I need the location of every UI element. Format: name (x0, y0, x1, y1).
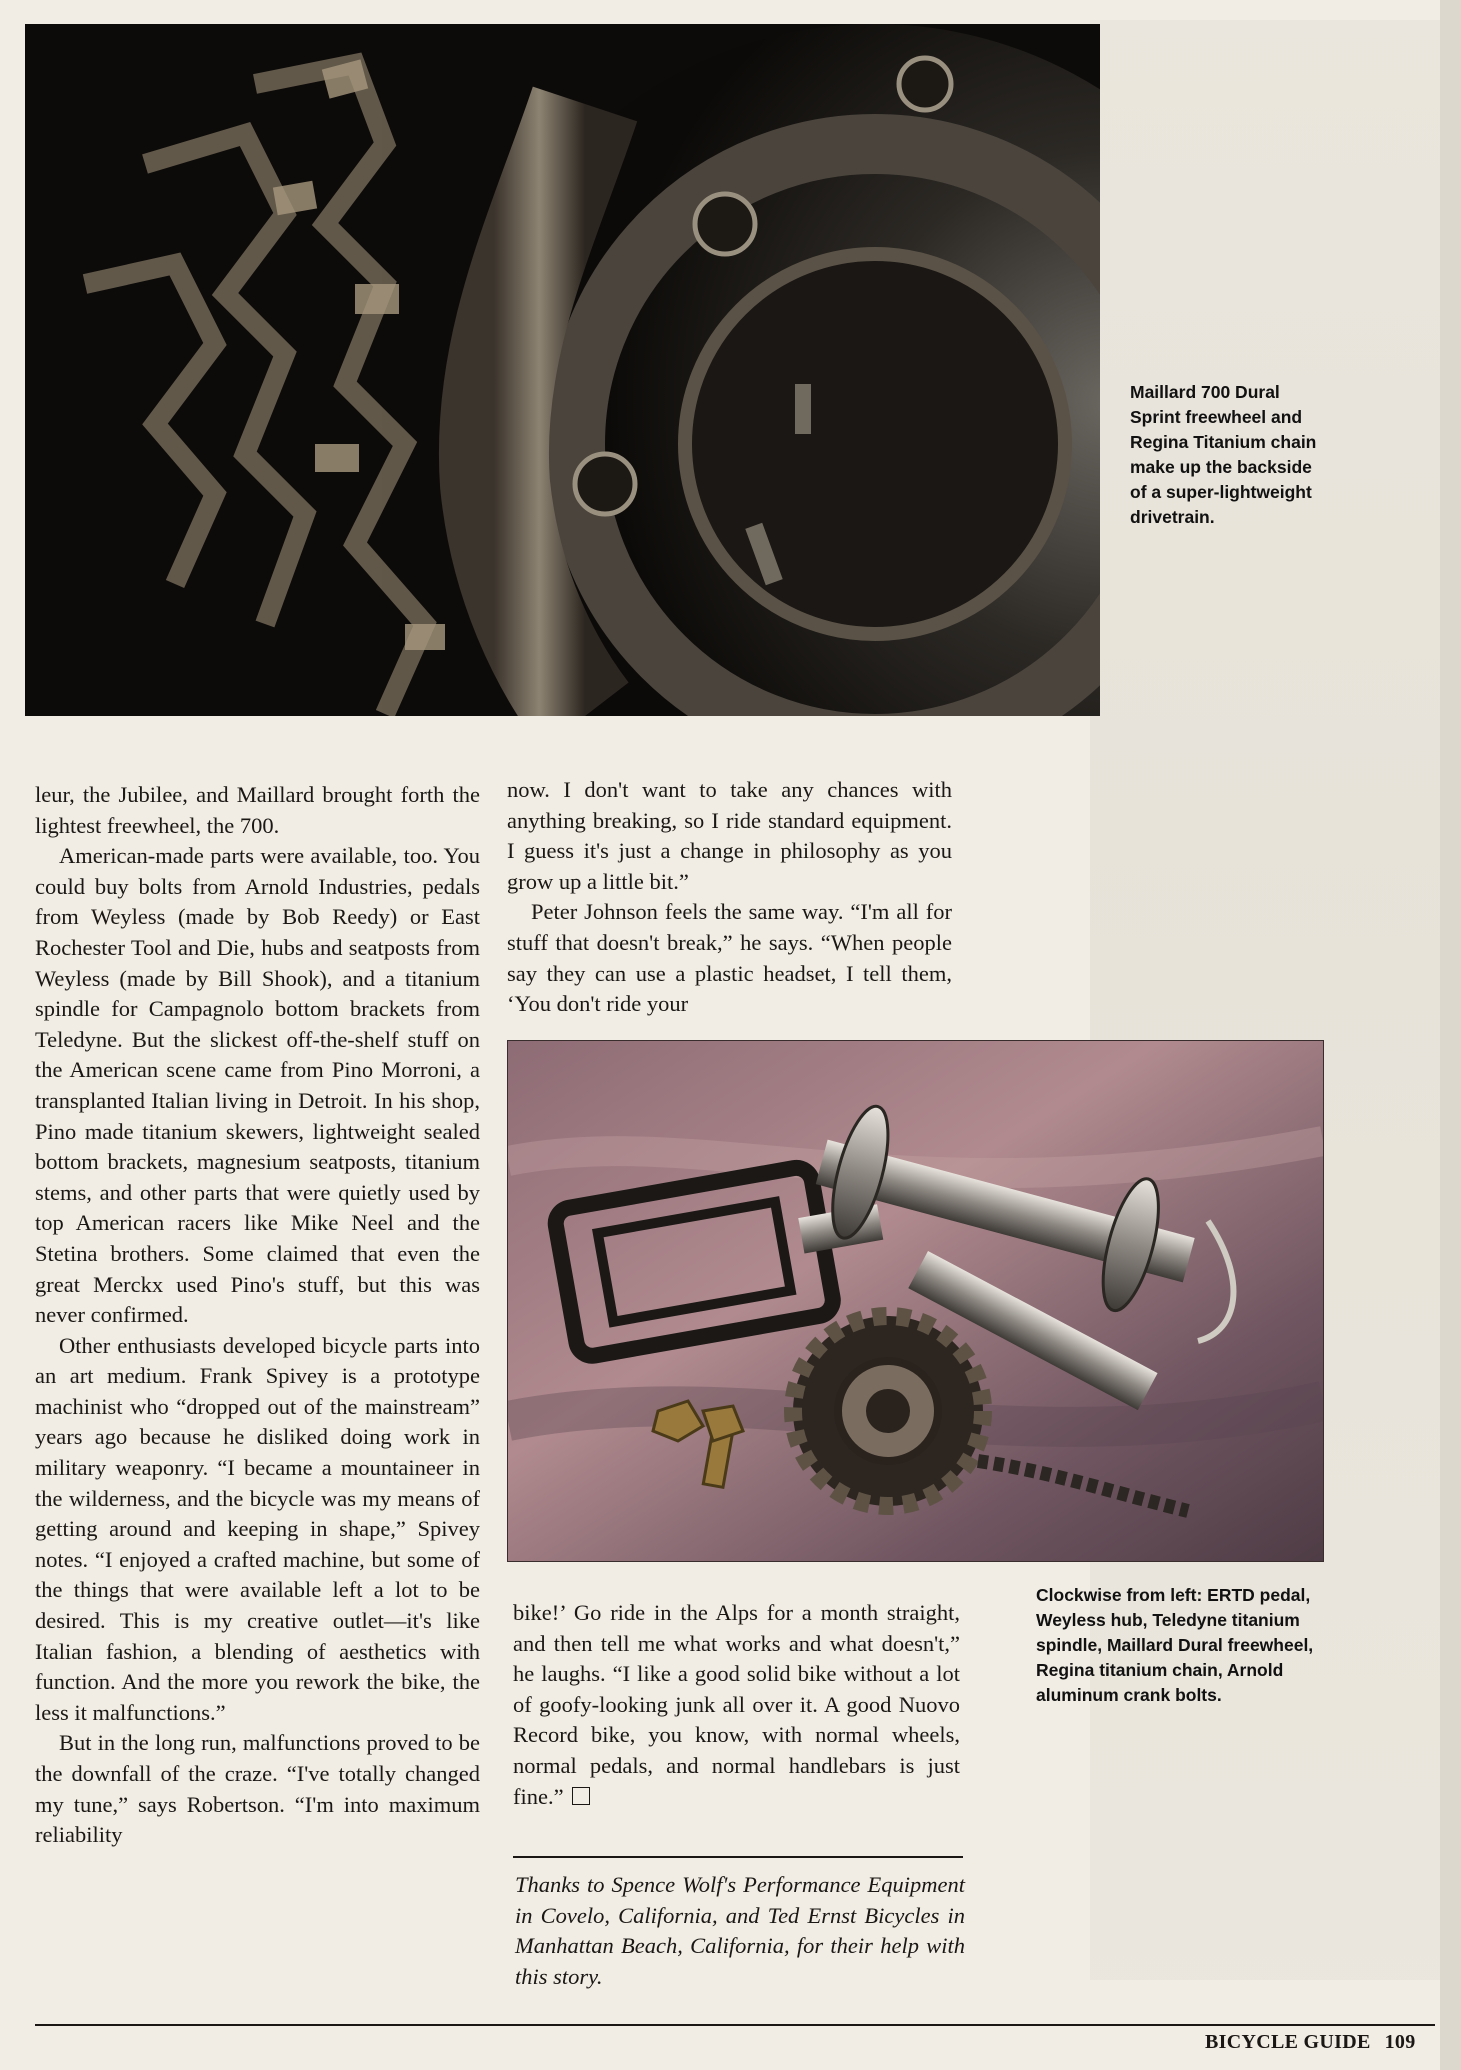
article-middle-column-top (507, 775, 952, 1020)
footer-rule (35, 2024, 1435, 2026)
paragraph-text: bike!’ Go ride in the Alps for a month straight, and then tell me what works and what doesn't,” he laughs. “I like a good solid bike without a lot of goofy-looking junk all over it. A good Nuovo Record bike, you know, with normal wheels, normal pedals, and normal handlebars is just fine.” (513, 1600, 960, 1809)
bike-parts-photo (507, 1040, 1324, 1562)
top-photo-caption: Maillard 700 Dural Sprint freewheel and Regina Titanium chain make up the backside of a super-lightweight drivetrain. (1130, 382, 1317, 527)
credits-note: Thanks to Spence Wolf's Performance Equipment in Covelo, California, and Ted Ernst Bicycles in Manhattan Beach, California, for their help with this story. (515, 1872, 965, 1989)
page-number: 109 (1384, 2031, 1416, 2053)
parts-photo-caption: Clockwise from left: ERTD pedal, Weyless hub, Teledyne titanium spindle, Maillard Dural freewheel, Regina titanium chain, Arnold aluminum crank bolts. (1036, 1585, 1314, 1705)
article-left-column (35, 780, 480, 1851)
paragraph: But in the long run, malfunctions proved to be the downfall of the craze. “I've totally changed my tune,” says Robertson. “I'm into maximum reliability (35, 1730, 480, 1848)
page-edge-shadow (1440, 0, 1461, 2070)
paragraph (513, 1598, 960, 1812)
end-of-story-mark (572, 1787, 590, 1805)
article-middle-column-bottom (513, 1598, 960, 1812)
paragraph: Peter Johnson feels the same way. “I'm all for stuff that doesn't break,” he says. “When people say they can use a plastic headset, I tell them, ‘You don't ride your (507, 899, 952, 1017)
freewheel-chain-photo (25, 24, 1100, 716)
credits-divider (513, 1856, 963, 1858)
paragraph: leur, the Jubilee, and Maillard brought forth the lightest freewheel, the 700. (35, 782, 480, 838)
paragraph: American-made parts were available, too. You could buy bolts from Arnold Industries, pedals from Weyless (made by Bob Reedy) or East Rochester Tool and Die, hubs and seatposts from Weyless (made by Bill Shook), and a titanium spindle for Campagnolo bottom brackets from Teledyne. But the slickest off-the-shelf stuff on the American scene came from Pino Morroni, a transplanted Italian living in Detroit. In his shop, Pino made titanium skewers, lightweight sealed bottom brackets, magnesium seatposts, titanium stems, and other parts that were quietly used by top American racers like Mike Neel and the Stetina brothers. Some claimed that even the great Merckx used Pino's stuff, but this was never confirmed. (35, 843, 480, 1328)
magazine-name: BICYCLE GUIDE (1205, 2031, 1371, 2053)
paragraph: Other enthusiasts developed bicycle parts into an art medium. Frank Spivey is a prototype machinist who “dropped out of the mainstream” years ago because he disliked doing work in military weaponry. “I became a mountaineer in the wilderness, and the bicycle was my means of getting around and keeping in shape,” Spivey notes. “I enjoyed a crafted machine, but some of the things that were available left a lot to be desired. This is my creative outlet—it's like Italian fashion, a blending of aesthetics with function. And the more you rework the bike, the less it malfunctions.” (35, 1332, 480, 1725)
page-footer (1205, 2031, 1416, 2054)
paragraph: now. I don't want to take any chances with anything breaking, so I ride standard equipment. I guess it's just a change in philosophy as you grow up a little bit.” (507, 777, 952, 894)
